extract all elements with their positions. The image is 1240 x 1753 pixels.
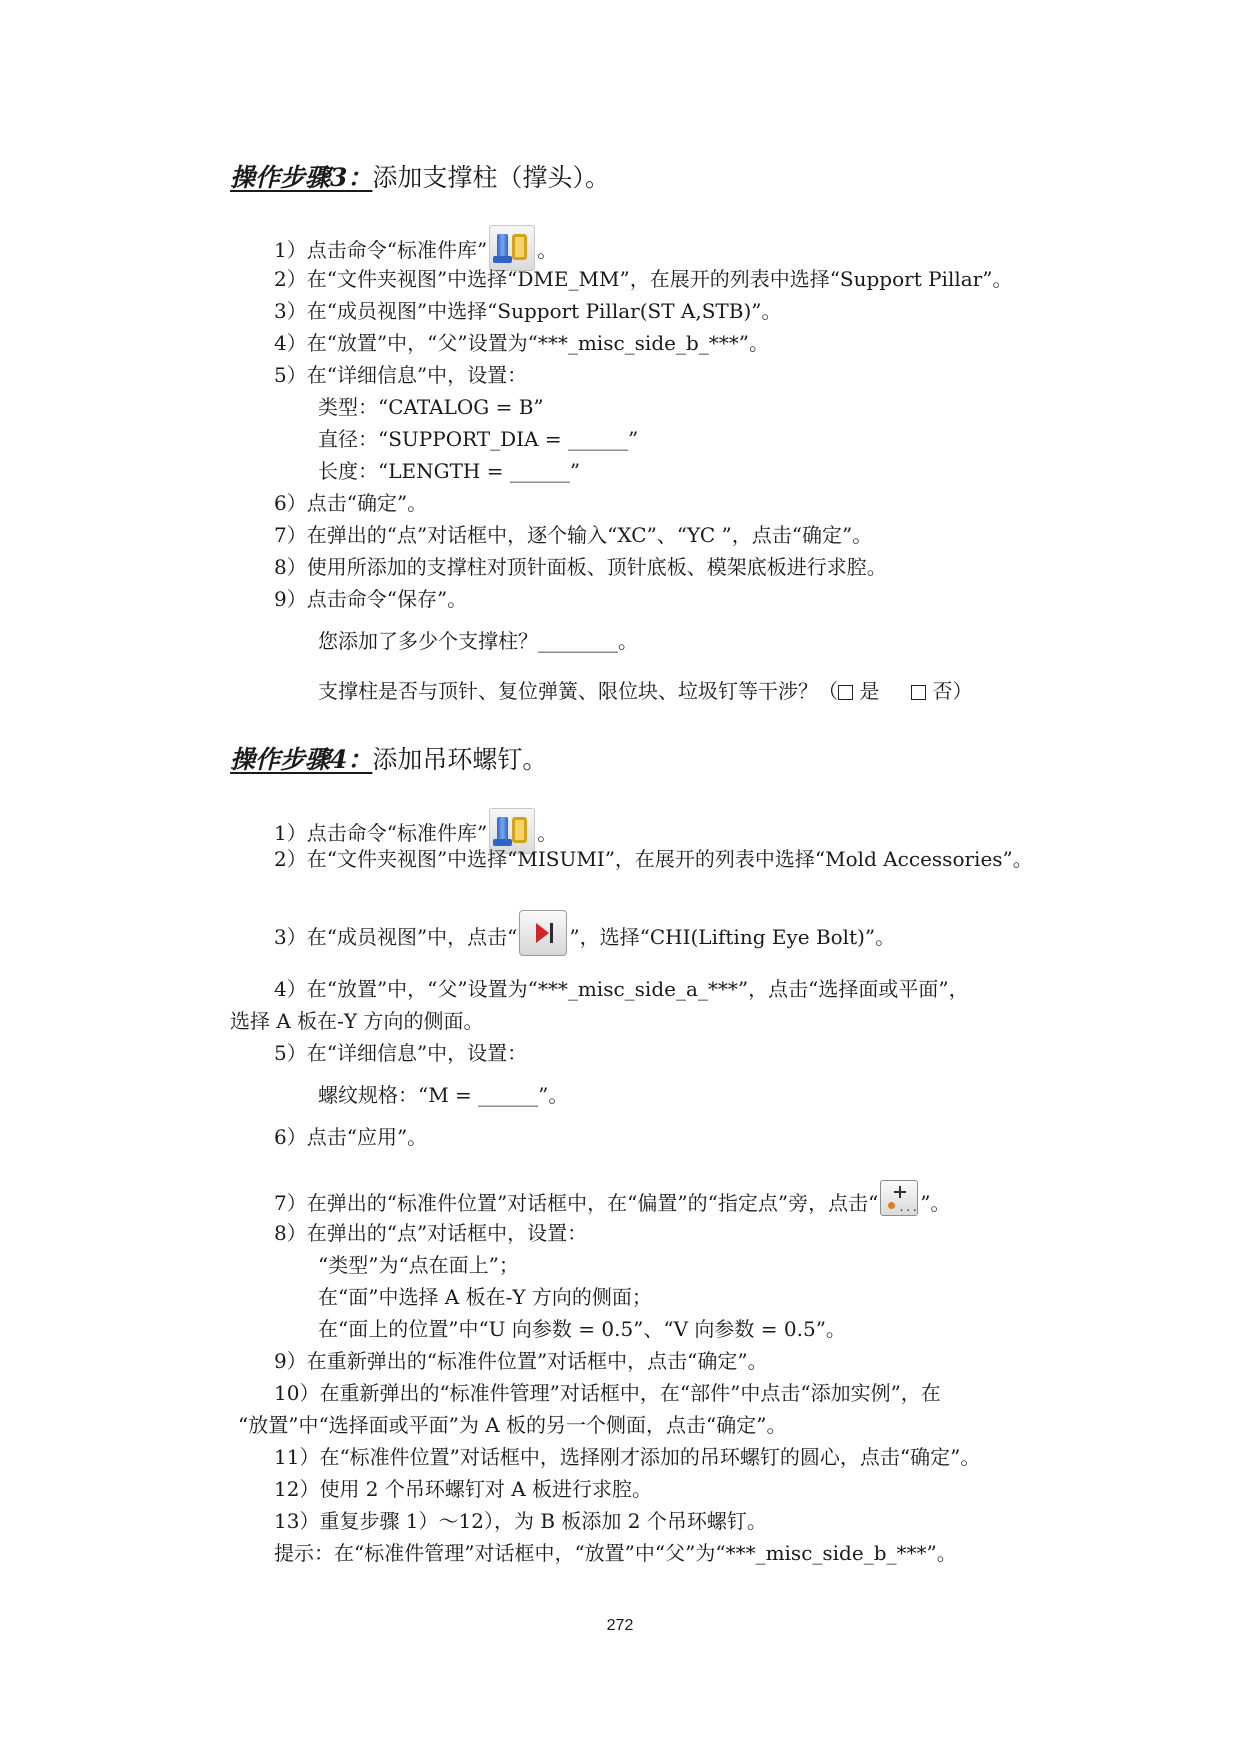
- step4-item-10: 10）在重新弹出的“标准件管理”对话框中，在“部件”中点击“添加实例”，在: [274, 1381, 941, 1405]
- step4-sub-thread: 螺纹规格：“M = ______”。: [318, 1083, 569, 1107]
- step4-sub-face: 在“面”中选择 A 板在-Y 方向的侧面；: [318, 1285, 652, 1309]
- step4-item-12: 12）使用 2 个吊环螺钉对 A 板进行求腔。: [274, 1477, 653, 1501]
- page-number: 272: [606, 1617, 634, 1634]
- step3-label: 操作步骤3：: [230, 163, 373, 192]
- step3-item-8: 8）使用所添加的支撑柱对顶针面板、顶针底板、模架底板进行求腔。: [274, 555, 887, 579]
- step4-item-4-cont: 选择 A 板在-Y 方向的侧面。: [230, 1009, 484, 1033]
- step3-item-6: 6）点击“确定”。: [274, 491, 428, 515]
- step4-item-2: 2）在“文件夹视图”中选择“MISUMI”，在展开的列表中选择“Mold Accessories”。: [274, 847, 1033, 871]
- step3-heading: [230, 158, 610, 194]
- step4-label: 操作步骤4：: [230, 745, 373, 774]
- step4-heading: [230, 740, 547, 776]
- step4-item-10-cont: “放置”中“选择面或平面”为 A 板的另一个侧面，点击“确定”。: [238, 1413, 787, 1437]
- step4-sub-type: “类型”为“点在面上”；: [318, 1253, 519, 1277]
- point-dialog-icon[interactable]: ...: [880, 1180, 918, 1216]
- step4-item-1: 1）点击命令“标准件库” 。: [274, 808, 557, 854]
- step3-sub-length: 长度：“LENGTH = ______”: [318, 459, 581, 483]
- yes-checkbox[interactable]: [838, 685, 853, 700]
- step4-item-11: 11）在“标准件位置”对话框中，选择刚才添加的吊环螺钉的圆心，点击“确定”。: [274, 1445, 981, 1469]
- next-page-icon[interactable]: [519, 910, 567, 956]
- step3-item-4: 4）在“放置”中，“父”设置为“***_misc_side_b_***”。: [274, 331, 769, 355]
- step4-item-6: 6）点击“应用”。: [274, 1125, 428, 1149]
- step3-item-1: 1）点击命令“标准件库” 。: [274, 225, 557, 271]
- step4-item-13: 13）重复步骤 1）～12），为 B 板添加 2 个吊环螺钉。: [274, 1509, 767, 1533]
- step4-item-9: 9）在重新弹出的“标准件位置”对话框中，点击“确定”。: [274, 1349, 768, 1373]
- standard-part-library-icon[interactable]: [489, 225, 535, 271]
- no-checkbox[interactable]: [911, 685, 926, 700]
- step4-item-7: 7）在弹出的“标准件位置”对话框中，在“偏置”的“指定点”旁，点击“ ... ”。: [274, 1180, 951, 1216]
- step3-item-2: 2）在“文件夹视图”中选择“DME_MM”，在展开的列表中选择“Support Pillar”。: [274, 267, 1013, 291]
- step4-tip: 提示：在“标准件管理”对话框中，“放置”中“父”为“***_misc_side_b_***”。: [274, 1541, 957, 1565]
- step3-sub-diameter: 直径：“SUPPORT_DIA = ______”: [318, 427, 639, 451]
- step4-sub-position: 在“面上的位置”中“U 向参数 = 0.5”、“V 向参数 = 0.5”。: [318, 1317, 846, 1341]
- step4-item-4: 4）在“放置”中，“父”设置为“***_misc_side_a_***”，点击“选择面或平面”，: [274, 977, 969, 1001]
- step3-title: 添加支撑柱（撑头）。: [372, 163, 610, 192]
- step3-item-3: 3）在“成员视图”中选择“Support Pillar(ST A,STB)”。: [274, 299, 782, 323]
- step3-question-count: 您添加了多少个支撑柱？________。: [318, 629, 638, 653]
- step3-question-interference: 支撑柱是否与顶针、复位弹簧、限位块、垃圾钉等干涉？（ 是 否）: [318, 679, 973, 703]
- step4-item-3: 3）在“成员视图”中，点击“ ”，选择“CHI(Lifting Eye Bolt)”。: [274, 910, 895, 956]
- step4-item-8: 8）在弹出的“点”对话框中，设置：: [274, 1221, 588, 1245]
- step3-item-7: 7）在弹出的“点”对话框中，逐个输入“XC”、“YC ”，点击“确定”。: [274, 523, 873, 547]
- step4-title: 添加吊环螺钉。: [372, 745, 548, 774]
- step3-item-5: 5）在“详细信息”中，设置：: [274, 363, 528, 387]
- step4-item-5: 5）在“详细信息”中，设置：: [274, 1041, 528, 1065]
- step3-sub-type: 类型：“CATALOG = B”: [318, 395, 544, 419]
- step3-item-9: 9）点击命令“保存”。: [274, 587, 468, 611]
